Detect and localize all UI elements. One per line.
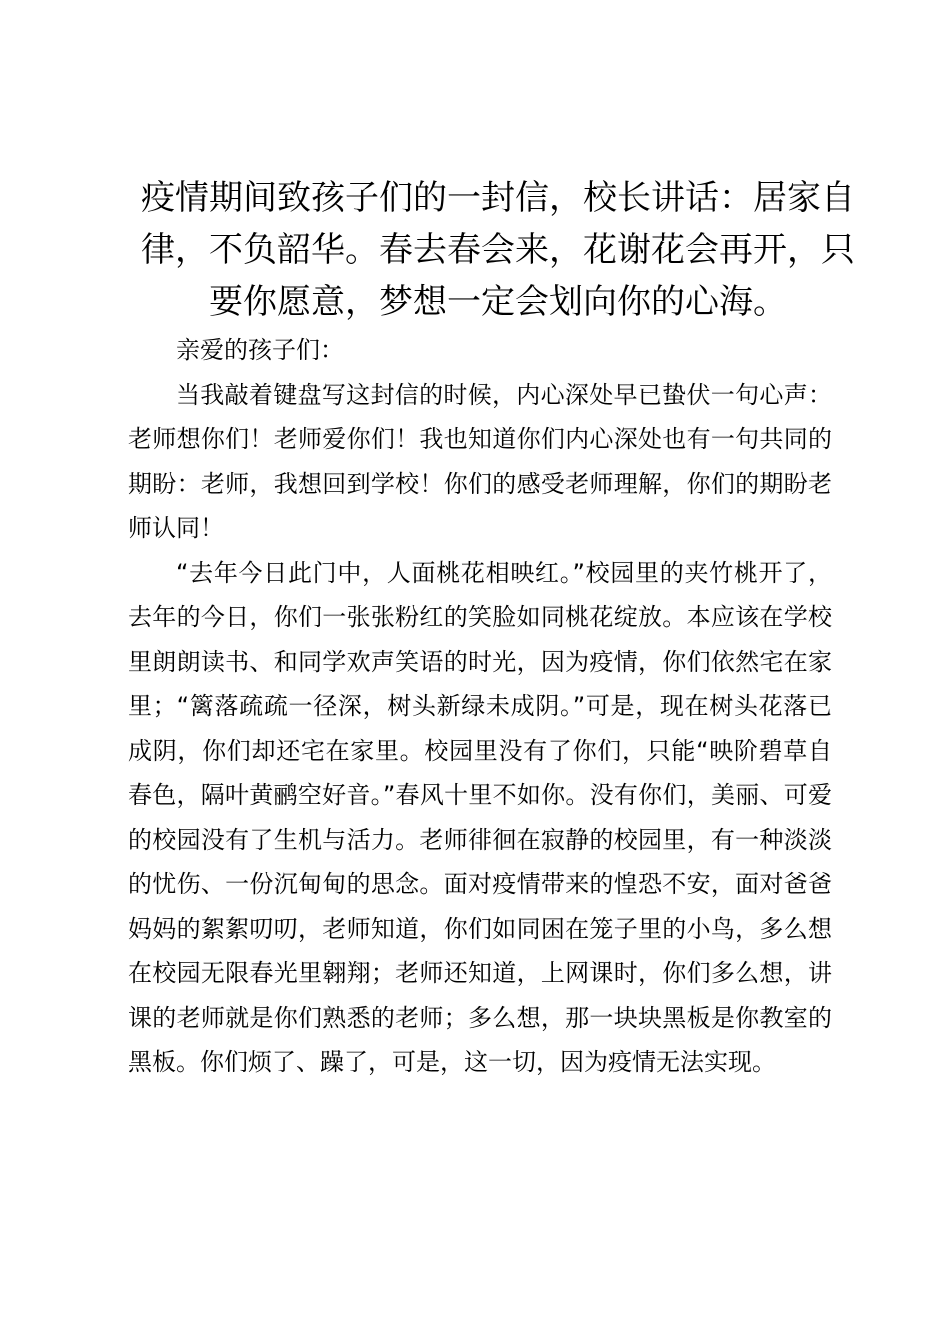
document-body — [128, 328, 832, 1085]
body-paragraph: “去年今日此门中，人面桃花相映红。”校园里的夹竹桃开了，去年的今日，你们一张张粉红的笑脸如同桃花绽放。本应该在学校里朗朗读书、和同学欢声笑语的时光，因为疫情，你们依然宅在家里；“篱落疏疏一径深，树头新绿未成阴。”可是，现在树头花落已成阴，你们却还宅在家里。校园里没有了你们，只能“映阶碧草自春色，隔叶黄鹂空好音。”春风十里不如你。没有你们，美丽、可爱的校园没有了生机与活力。老师徘徊在寂静的校园里，有一种淡淡的忧伤、一份沉甸甸的思念。面对疫情带来的惶恐不安，面对爸爸妈妈的絮絮叨叨，老师知道，你们如同困在笼子里的小鸟，多么想在校园无限春光里翱翔；老师还知道，上网课时，你们多么想，讲课的老师就是你们熟悉的老师；多么想，那一块块黑板是你教室的黑板。你们烦了、躁了，可是，这一切，因为疫情无法实现。 — [128, 558, 832, 1076]
salutation-paragraph: 亲爱的孩子们： — [176, 336, 344, 364]
body-paragraph: 当我敲着键盘写这封信的时候，内心深处早已蛰伏一句心声：老师想你们！老师爱你们！我也知道你们内心深处也有一句共同的期盼：老师，我想回到学校！你们的感受老师理解，你们的期盼老师认同！ — [128, 380, 832, 542]
document-title: 疫情期间致孩子们的一封信，校长讲话：居家自律，不负韶华。春去春会来，花谢花会再开，只要你愿意，梦想一定会划向你的心海。 — [141, 178, 855, 322]
